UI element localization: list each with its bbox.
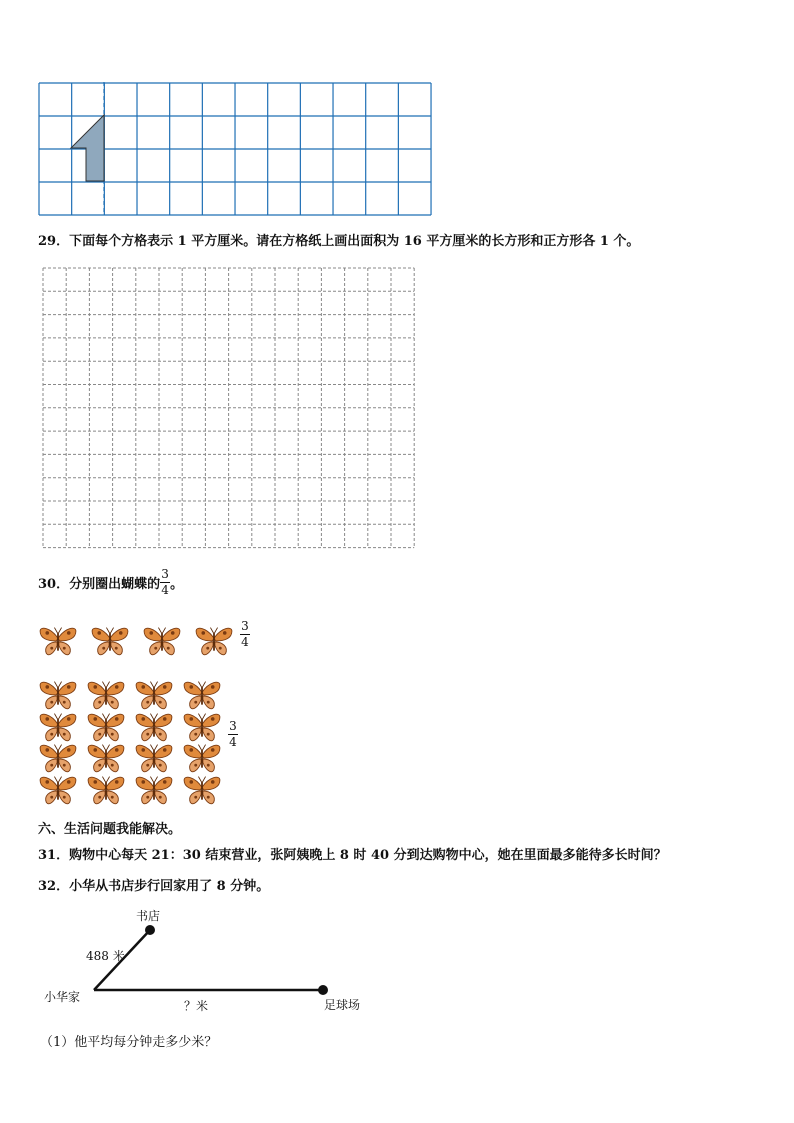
question-32-sub-1: （1）他平均每分钟走多少米？ bbox=[40, 1035, 218, 1050]
question-29: 29．下面每个方格表示 1 平方厘米。请在方格纸上画出面积为 16 平方厘米的长方形和正方形各 1 个。 bbox=[38, 234, 640, 249]
butterfly-icon bbox=[182, 710, 222, 744]
label-field: 足球场 bbox=[324, 998, 361, 1012]
butterfly-icon bbox=[38, 741, 78, 775]
butterfly-icon bbox=[90, 624, 130, 658]
butterfly-icon bbox=[142, 624, 182, 658]
half-shape bbox=[71, 115, 104, 181]
label-dist2: ？米 bbox=[184, 999, 209, 1013]
question-32: 32．小华从书店步行回家用了 8 分钟。 bbox=[38, 879, 270, 894]
butterfly-icon bbox=[182, 741, 222, 775]
butterfly-icon bbox=[38, 678, 78, 712]
section-6-title: 六、生活问题我能解决。 bbox=[38, 822, 182, 837]
butterfly-icon bbox=[134, 741, 174, 775]
butterfly-group-1 bbox=[38, 619, 249, 662]
question-31: 31．购物中心每天 21：30 结束营业，张阿姨晚上 8 时 40 分到达购物中心，她在里面最多能待多长时间？ bbox=[38, 848, 667, 863]
butterfly-icon bbox=[38, 624, 78, 658]
butterfly-icon bbox=[194, 624, 234, 658]
label-home: 小华家 bbox=[44, 990, 81, 1004]
fraction-label-2: 3 4 bbox=[229, 719, 237, 749]
fraction-label-1: 3 4 bbox=[241, 619, 249, 649]
butterfly-icon bbox=[134, 773, 174, 807]
drawing-grid bbox=[42, 267, 418, 550]
butterfly-icon bbox=[86, 741, 126, 775]
question-30: 30． 分别圈出蝴蝶的 $\frac{3}{4}$ 。 bbox=[38, 567, 184, 597]
bookstore-point bbox=[145, 925, 155, 935]
butterfly-icon bbox=[38, 710, 78, 744]
butterfly-icon bbox=[182, 678, 222, 712]
butterfly-icon bbox=[86, 710, 126, 744]
butterfly-icon bbox=[86, 678, 126, 712]
shape-grid bbox=[38, 82, 432, 216]
butterfly-icon bbox=[134, 678, 174, 712]
fraction: $\frac{3}{4}$ bbox=[161, 567, 169, 597]
field-point bbox=[318, 985, 328, 995]
label-bookstore: 书店 bbox=[136, 909, 161, 923]
label-dist1: 488 米 bbox=[86, 949, 125, 963]
butterfly-icon bbox=[38, 773, 78, 807]
butterfly-icon bbox=[134, 710, 174, 744]
butterfly-icon bbox=[182, 773, 222, 807]
butterfly-icon bbox=[86, 773, 126, 807]
butterfly-group-2 bbox=[38, 678, 238, 806]
